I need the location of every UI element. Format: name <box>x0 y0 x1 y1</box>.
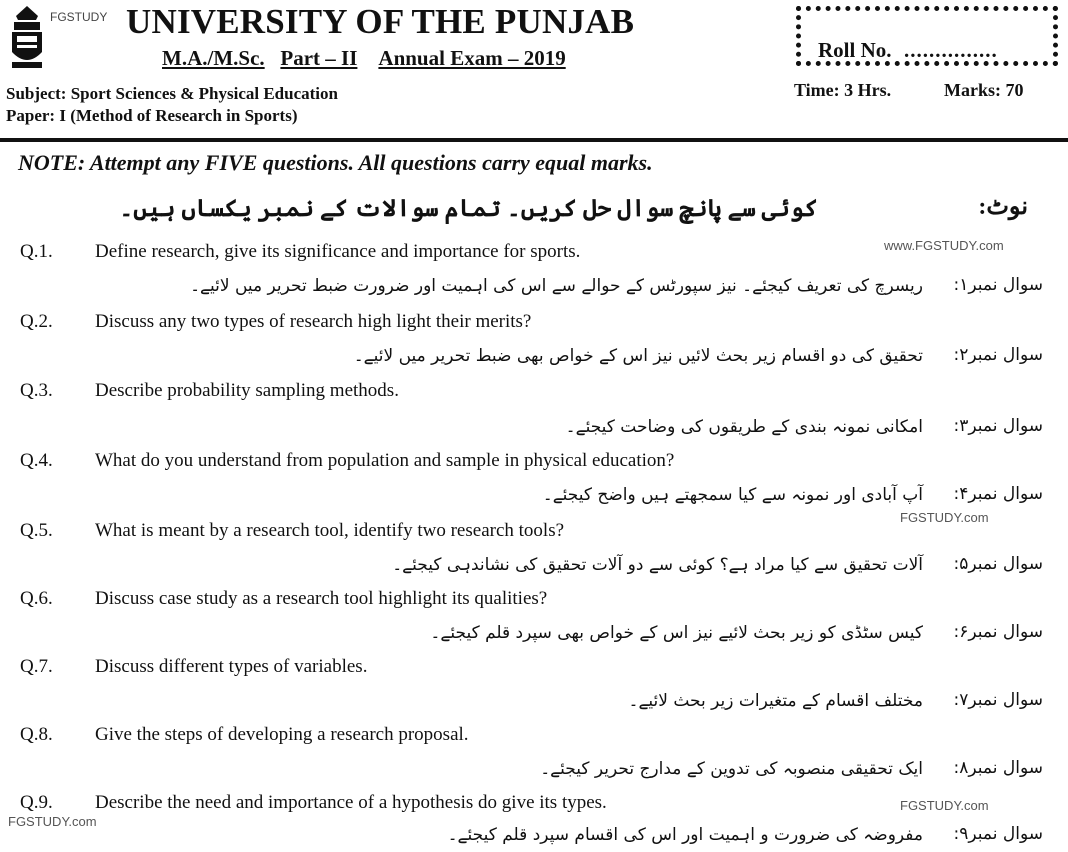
urdu-question-label: سوال نمبر۸: <box>953 758 1043 778</box>
question-number: Q.3. <box>20 380 53 401</box>
watermark: FGSTUDY.com <box>900 510 989 525</box>
question-number: Q.1. <box>20 241 53 262</box>
watermark: FGSTUDY.com <box>900 798 989 813</box>
urdu-question-label: سوال نمبر۹: <box>953 824 1043 844</box>
urdu-question-label: سوال نمبر۶: <box>953 622 1043 642</box>
question-text: What is meant by a research tool, identify two research tools? <box>95 520 565 541</box>
urdu-question-text: کیس سٹڈی کو زیر بحث لائیے نیز اس کے خواص بھی سپرد قلم کیجئے۔ <box>430 623 923 643</box>
university-logo <box>8 4 46 70</box>
question-text: Describe probability sampling methods. <box>95 380 399 401</box>
roll-label: Roll No. <box>818 38 892 62</box>
exam-title: Annual Exam – 2019 <box>378 46 566 70</box>
urdu-question-text: آلات تحقیق سے کیا مراد ہے؟ کوئی سے دو آلات تحقیق کی نشاندہی کیجئے۔ <box>392 555 923 575</box>
question-number: Q.5. <box>20 520 53 541</box>
urdu-question-text: مختلف اقسام کے متغیرات زیر بحث لائیے۔ <box>628 691 923 711</box>
urdu-question-label: سوال نمبر۴: <box>953 484 1043 504</box>
urdu-question-label: سوال نمبر۷: <box>953 690 1043 710</box>
subject: Subject: Sport Sciences & Physical Education <box>6 84 338 103</box>
question-number: Q.9. <box>20 792 53 813</box>
note-urdu-text: کوئی سے پانچ سوال حل کریں۔ تمام سوالات کے نمبر یکساں ہیں۔ <box>119 196 818 222</box>
question-text: Discuss different types of variables. <box>95 656 368 677</box>
watermark: FGSTUDY.com <box>8 814 97 829</box>
urdu-question-text: آپ آبادی اور نمونہ سے کیا سمجھتے ہیں واضح کیجئے۔ <box>542 485 923 505</box>
urdu-question-text: امکانی نمونہ بندی کے طریقوں کی وضاحت کیجئے۔ <box>565 417 923 437</box>
part: Part – II <box>280 46 358 70</box>
question-text: Discuss any two types of research high light their merits? <box>95 311 532 332</box>
note-english: NOTE: Attempt any FIVE questions. All questions carry equal marks. <box>18 150 653 175</box>
question-number: Q.6. <box>20 588 53 609</box>
question-text: Describe the need and importance of a hypothesis do give its types. <box>95 792 607 813</box>
watermark: www.FGSTUDY.com <box>884 238 1004 253</box>
question-text: Define research, give its significance and importance for sports. <box>95 241 581 262</box>
urdu-question-label: سوال نمبر۵: <box>953 554 1043 574</box>
urdu-question-text: مفروضہ کی ضرورت و اہمیت اور اس کی اقسام سپرد قلم کیجئے۔ <box>447 825 923 845</box>
roll-dots: ............... <box>904 38 998 62</box>
marks: Marks: 70 <box>944 80 1024 100</box>
urdu-question-text: ریسرچ کی تعریف کیجئے۔ نیز سپورٹس کے حوالے سے اس کی اہمیت اور ضرورت ضبط تحریر میں لائیے۔ <box>190 276 923 296</box>
header-divider <box>0 138 1068 142</box>
question-text: Give the steps of developing a research proposal. <box>95 724 469 745</box>
question-text: Discuss case study as a research tool highlight its qualities? <box>95 588 548 609</box>
note-urdu-label: نوٹ: <box>978 194 1028 220</box>
question-number: Q.2. <box>20 311 53 332</box>
paper: Paper: I (Method of Research in Sports) <box>6 106 298 125</box>
university-title: UNIVERSITY OF THE PUNJAB <box>126 2 635 41</box>
exam-line <box>162 46 566 71</box>
question-number: Q.7. <box>20 656 53 677</box>
time: Time: 3 Hrs. <box>794 80 892 100</box>
urdu-question-label: سوال نمبر۳: <box>953 416 1043 436</box>
urdu-question-text: ایک تحقیقی منصوبہ کی تدوین کے مدارج تحریر کیجئے۔ <box>540 759 923 779</box>
urdu-question-text: تحقیق کی دو اقسام زیر بحث لائیں نیز اس کے خواص بھی ضبط تحریر میں لائیے۔ <box>353 346 923 366</box>
question-number: Q.4. <box>20 450 53 471</box>
question-text: What do you understand from population and sample in physical education? <box>95 450 675 471</box>
urdu-question-label: سوال نمبر۲: <box>953 345 1043 365</box>
watermark-top: FGSTUDY <box>50 10 108 24</box>
urdu-question-label: سوال نمبر۱: <box>953 275 1043 295</box>
degree: M.A./M.Sc. <box>162 46 265 70</box>
question-number: Q.8. <box>20 724 53 745</box>
